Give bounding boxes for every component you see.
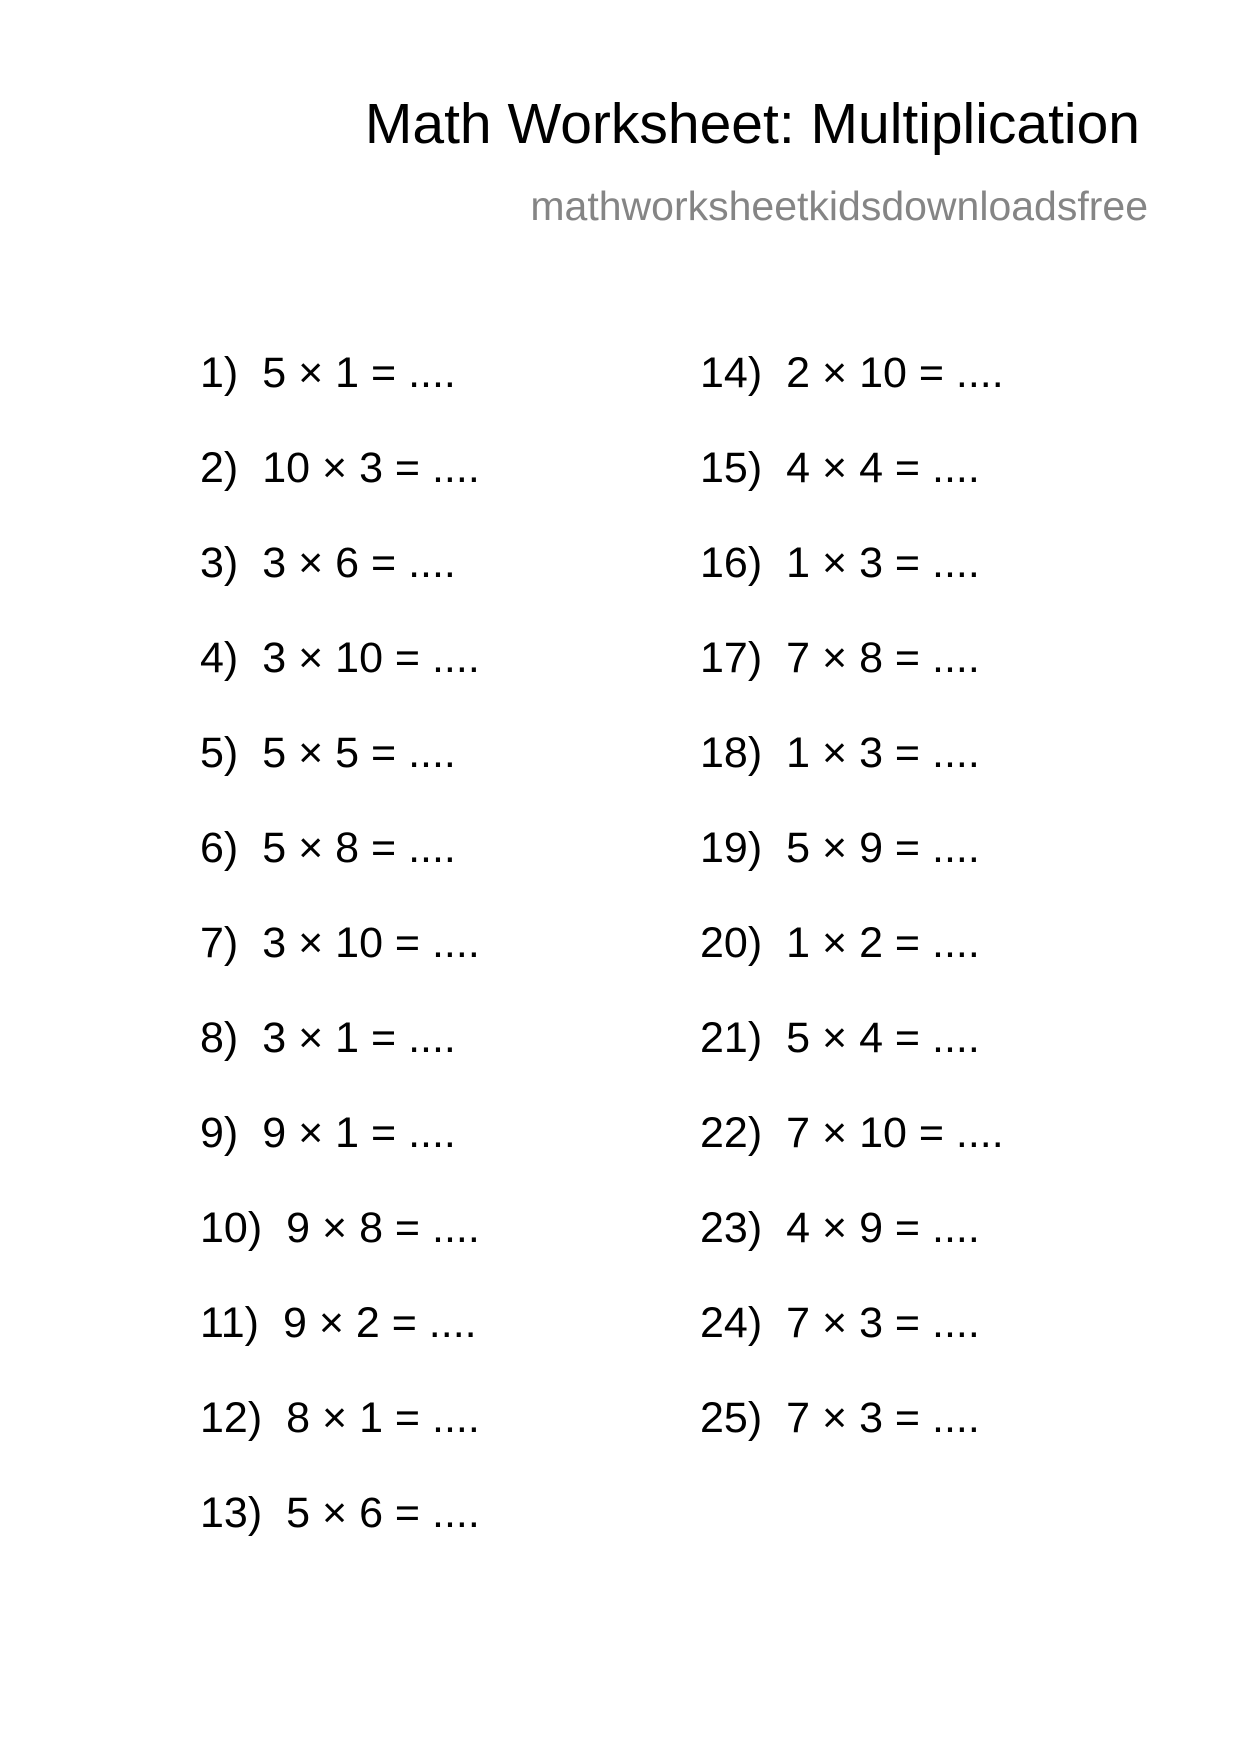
problem-expression: 5 × 4 = .... [786,1014,980,1062]
problem-number: 11) [200,1299,259,1347]
problem-item [700,919,1004,1017]
problem-item [700,349,1004,447]
problem-number: 13) [200,1489,263,1537]
problem-number: 21) [700,1014,763,1062]
problem-item [200,824,480,922]
problem-expression: 8 × 1 = .... [286,1394,480,1442]
problem-number: 22) [700,1109,763,1157]
problem-expression: 3 × 1 = .... [262,1014,456,1062]
problem-expression: 5 × 5 = .... [262,729,456,777]
problem-item [700,1109,1004,1207]
problem-number: 18) [700,729,763,777]
problem-item [200,729,480,827]
problem-number: 23) [700,1204,763,1252]
page-subtitle: mathworksheetkidsdownloadsfree [530,183,1148,229]
problem-number: 6) [200,824,239,872]
problem-item [200,919,480,1017]
problem-number: 16) [700,539,763,587]
problem-number: 15) [700,444,763,492]
problem-expression: 9 × 8 = .... [286,1204,480,1252]
problem-item [200,539,480,637]
problem-expression: 9 × 2 = .... [282,1299,477,1347]
problem-item [200,1489,480,1587]
problem-expression: 3 × 10 = .... [262,919,480,967]
problem-expression: 1 × 3 = .... [786,729,980,777]
problem-expression: 1 × 2 = .... [786,919,980,967]
problem-expression: 4 × 9 = .... [786,1204,980,1252]
problem-number: 12) [200,1394,263,1442]
problem-expression: 7 × 3 = .... [786,1394,980,1442]
problem-item [200,1014,480,1112]
problem-item [700,1204,1004,1302]
problem-number: 2) [200,444,239,492]
problem-item [700,729,1004,827]
problem-expression: 3 × 10 = .... [262,634,480,682]
problem-expression: 7 × 10 = .... [786,1109,1004,1157]
problem-expression: 10 × 3 = .... [262,444,480,492]
problem-number: 8) [200,1014,239,1062]
problem-expression: 5 × 1 = .... [262,349,456,397]
problem-number: 19) [700,824,763,872]
problem-expression: 5 × 6 = .... [286,1489,480,1537]
problem-expression: 7 × 3 = .... [786,1299,980,1347]
problem-item [200,349,480,447]
problem-expression: 1 × 3 = .... [786,539,980,587]
problem-number: 24) [700,1299,763,1347]
problem-number: 9) [200,1109,239,1157]
problem-expression: 3 × 6 = .... [262,539,456,587]
problem-column-left [200,349,480,1587]
problem-expression: 9 × 1 = .... [262,1109,456,1157]
problem-item [200,1299,480,1397]
problem-item [700,824,1004,922]
page-title: Math Worksheet: Multiplication [364,92,1140,156]
problem-item [200,1394,480,1492]
problem-item [700,634,1004,732]
problem-expression: 7 × 8 = .... [786,634,980,682]
problem-item [200,634,480,732]
problem-column-right [700,349,1004,1492]
problem-expression: 4 × 4 = .... [786,444,980,492]
problem-number: 7) [200,919,239,967]
problem-expression: 5 × 9 = .... [786,824,980,872]
problem-item [700,1394,1004,1492]
problem-item [700,1014,1004,1112]
problem-number: 17) [700,634,763,682]
problem-number: 14) [700,349,763,397]
problem-item [700,539,1004,637]
problem-number: 10) [200,1204,263,1252]
problem-expression: 5 × 8 = .... [262,824,456,872]
problem-number: 3) [200,539,239,587]
problem-expression: 2 × 10 = .... [786,349,1004,397]
problem-item [200,444,480,542]
problem-number: 20) [700,919,763,967]
problem-number: 5) [200,729,239,777]
problem-item [700,1299,1004,1397]
problem-number: 4) [200,634,239,682]
problem-number: 25) [700,1394,763,1442]
problem-item [200,1204,480,1302]
problem-number: 1) [200,349,239,397]
problem-item [700,444,1004,542]
problem-item [200,1109,480,1207]
